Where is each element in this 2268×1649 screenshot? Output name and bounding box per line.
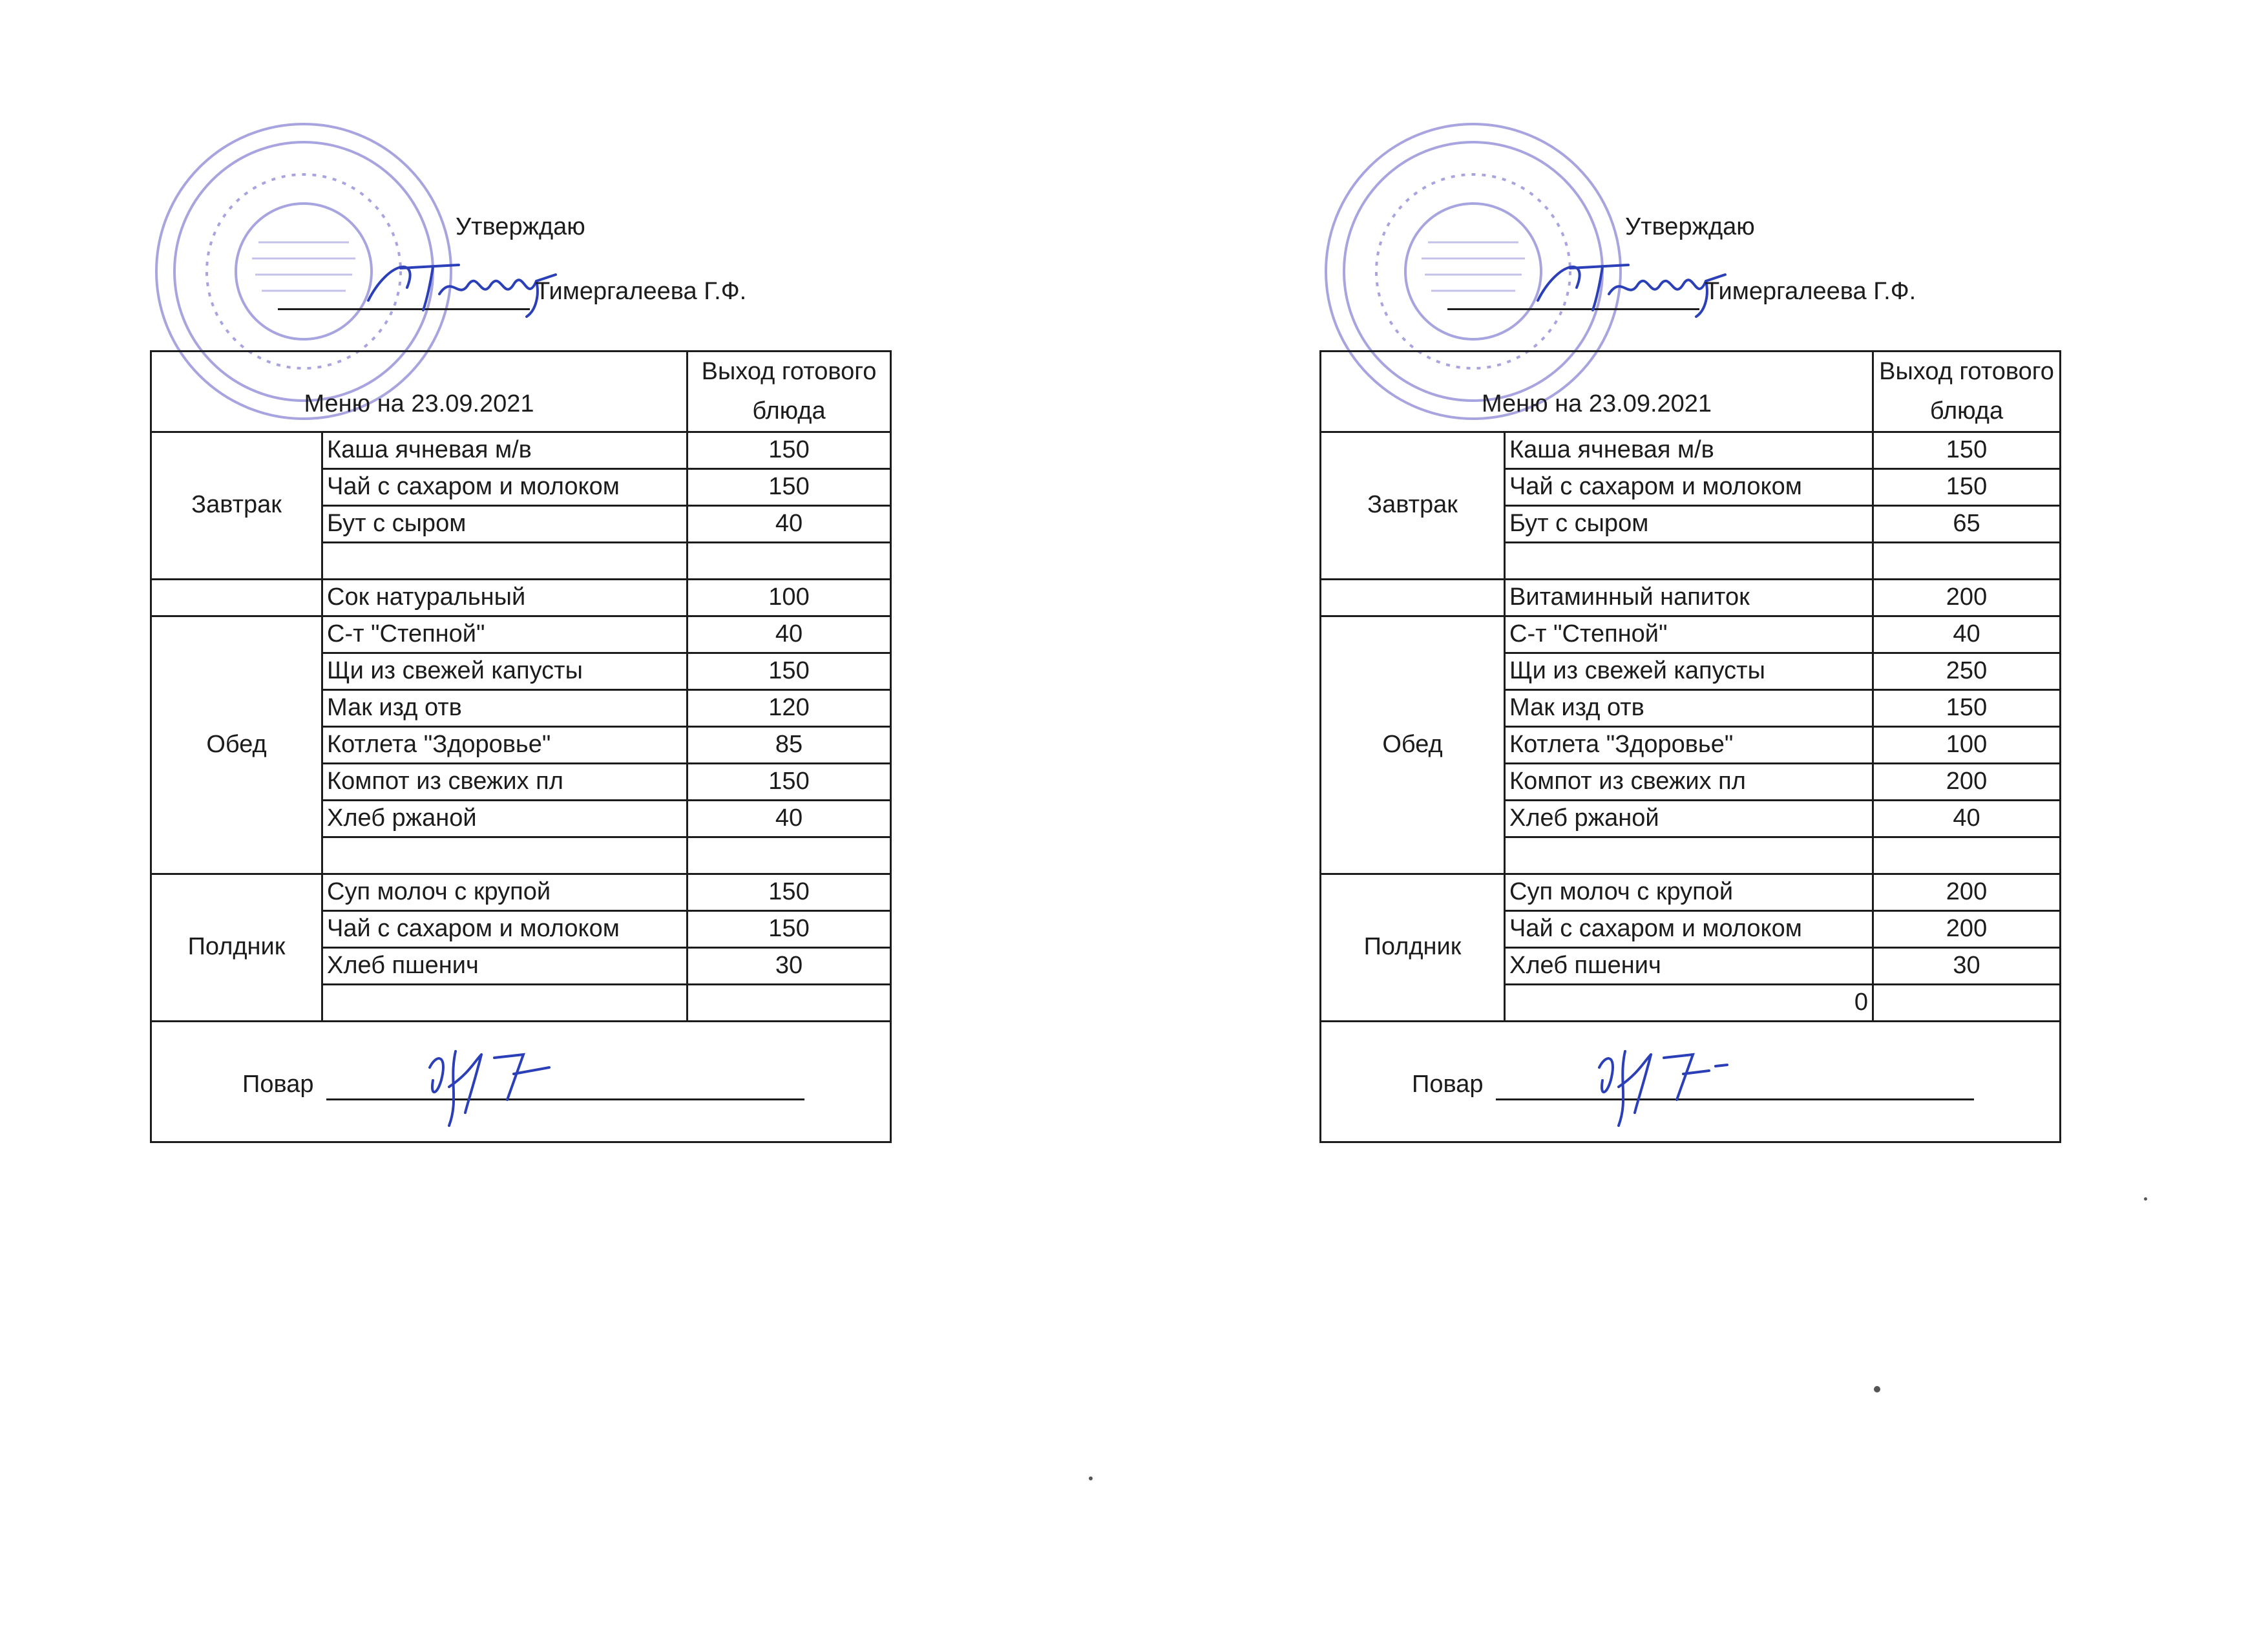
director-name: Тимергалеева Г.Ф.: [1705, 278, 1916, 305]
dish-yield: 200: [1873, 910, 2061, 947]
dish-yield: 150: [688, 910, 891, 947]
empty-cell: [688, 984, 891, 1021]
cook-signature-line: [326, 1066, 804, 1100]
dish-yield: 85: [688, 726, 891, 763]
meal-label-snack: Полдник: [1321, 874, 1505, 1021]
dish-yield: 200: [1873, 874, 2061, 910]
empty-cell: [151, 579, 322, 616]
cook-signature-cell: [1321, 1021, 2061, 1142]
meal-label-breakfast: Завтрак: [151, 432, 322, 579]
menu-table: [1319, 350, 2061, 1143]
dish-yield: 200: [1873, 763, 2061, 800]
empty-cell: [322, 837, 688, 874]
table-row: [151, 579, 891, 616]
empty-cell: [1321, 579, 1505, 616]
table-header-row: [1321, 352, 2061, 432]
empty-cell: [322, 542, 688, 579]
empty-cell: [1873, 984, 2061, 1021]
dish-yield: 150: [688, 874, 891, 910]
table-row: [151, 432, 891, 468]
scan-speck: [1874, 1386, 1880, 1392]
table-row: [1321, 874, 2061, 910]
cook-signature-icon: [410, 1029, 559, 1139]
dish-name: Хлеб пшенич: [1505, 947, 1873, 984]
menu-sheet-right: [1318, 0, 2094, 1292]
table-row: [151, 616, 891, 653]
meal-label-lunch: Обед: [1321, 616, 1505, 874]
dish-yield: 40: [688, 616, 891, 653]
dish-name: Щи из свежей капусты: [1505, 653, 1873, 689]
dish-name: Хлеб пшенич: [322, 947, 688, 984]
menu-sheet-left: [149, 0, 924, 1292]
footer-row: [151, 1021, 891, 1142]
dish-yield: 40: [688, 505, 891, 542]
approve-label: Утверждаю: [1625, 213, 1755, 240]
dish-yield: 200: [1873, 579, 2061, 616]
dish-yield: 65: [1873, 505, 2061, 542]
snack-trailing-cell: [322, 984, 688, 1021]
dish-name: Суп молоч с крупой: [1505, 874, 1873, 910]
dish-name: С-т "Степной": [1505, 616, 1873, 653]
dish-name: Хлеб ржаной: [1505, 800, 1873, 837]
menu-date-title: Меню на 23.09.2021: [1321, 352, 1873, 432]
dish-yield: 150: [688, 432, 891, 468]
dish-name: Котлета "Здоровье": [322, 726, 688, 763]
dish-name: Суп молоч с крупой: [322, 874, 688, 910]
table-row: [151, 874, 891, 910]
menu-table: [150, 350, 892, 1143]
meal-label-lunch: Обед: [151, 616, 322, 874]
dish-name: Щи из свежей капусты: [322, 653, 688, 689]
scan-speck: [1089, 1476, 1093, 1480]
dish-name: Каша ячневая м/в: [1505, 432, 1873, 468]
meal-label-breakfast: Завтрак: [1321, 432, 1505, 579]
dish-name: Мак изд отв: [322, 689, 688, 726]
dish-name: Сок натуральный: [322, 579, 688, 616]
dish-name: Бут с сыром: [1505, 505, 1873, 542]
dish-name: Хлеб ржаной: [322, 800, 688, 837]
dish-yield: 150: [1873, 468, 2061, 505]
dish-name: Компот из свежих пл: [1505, 763, 1873, 800]
dish-name: С-т "Степной": [322, 616, 688, 653]
approve-label: Утверждаю: [456, 213, 585, 240]
dish-yield: 150: [688, 653, 891, 689]
cook-signature-icon: [1580, 1029, 1728, 1139]
dish-yield: 120: [688, 689, 891, 726]
dish-yield: 150: [1873, 432, 2061, 468]
empty-cell: [688, 837, 891, 874]
footer-row: [1321, 1021, 2061, 1142]
dish-yield: 40: [1873, 616, 2061, 653]
empty-cell: [1505, 542, 1873, 579]
dish-yield: 30: [1873, 947, 2061, 984]
dish-name: Каша ячневая м/в: [322, 432, 688, 468]
dish-name: Чай с сахаром и молоком: [322, 910, 688, 947]
dish-name: Витаминный напиток: [1505, 579, 1873, 616]
empty-cell: [688, 542, 891, 579]
dish-yield: 30: [688, 947, 891, 984]
dish-yield: 150: [1873, 689, 2061, 726]
cook-label: Повар: [242, 1070, 314, 1098]
dish-name: Котлета "Здоровье": [1505, 726, 1873, 763]
dish-name: Чай с сахаром и молоком: [322, 468, 688, 505]
table-row: [1321, 579, 2061, 616]
dish-yield: 100: [1873, 726, 2061, 763]
table-row: [1321, 616, 2061, 653]
cook-label: Повар: [1412, 1070, 1484, 1098]
empty-cell: [1873, 542, 2061, 579]
dish-yield: 150: [688, 468, 891, 505]
cook-signature-cell: [151, 1021, 891, 1142]
director-name: Тимергалеева Г.Ф.: [535, 278, 747, 305]
table-row: [1321, 432, 2061, 468]
table-header-row: [151, 352, 891, 432]
dish-name: Чай с сахаром и молоком: [1505, 910, 1873, 947]
dish-name: Компот из свежих пл: [322, 763, 688, 800]
cook-signature-line: [1496, 1066, 1974, 1100]
dish-name: Бут с сыром: [322, 505, 688, 542]
dish-yield: 40: [1873, 800, 2061, 837]
yield-column-header: Выход готового блюда: [688, 352, 891, 432]
scan-speck: [2144, 1197, 2147, 1201]
dish-yield: 100: [688, 579, 891, 616]
menu-date-title: Меню на 23.09.2021: [151, 352, 688, 432]
dish-name: Мак изд отв: [1505, 689, 1873, 726]
empty-cell: [1873, 837, 2061, 874]
meal-label-snack: Полдник: [151, 874, 322, 1021]
yield-column-header: Выход готового блюда: [1873, 352, 2061, 432]
dish-name: Чай с сахаром и молоком: [1505, 468, 1873, 505]
dish-yield: 250: [1873, 653, 2061, 689]
snack-trailing-cell: 0: [1505, 984, 1873, 1021]
dish-yield: 40: [688, 800, 891, 837]
empty-cell: [1505, 837, 1873, 874]
dish-yield: 150: [688, 763, 891, 800]
